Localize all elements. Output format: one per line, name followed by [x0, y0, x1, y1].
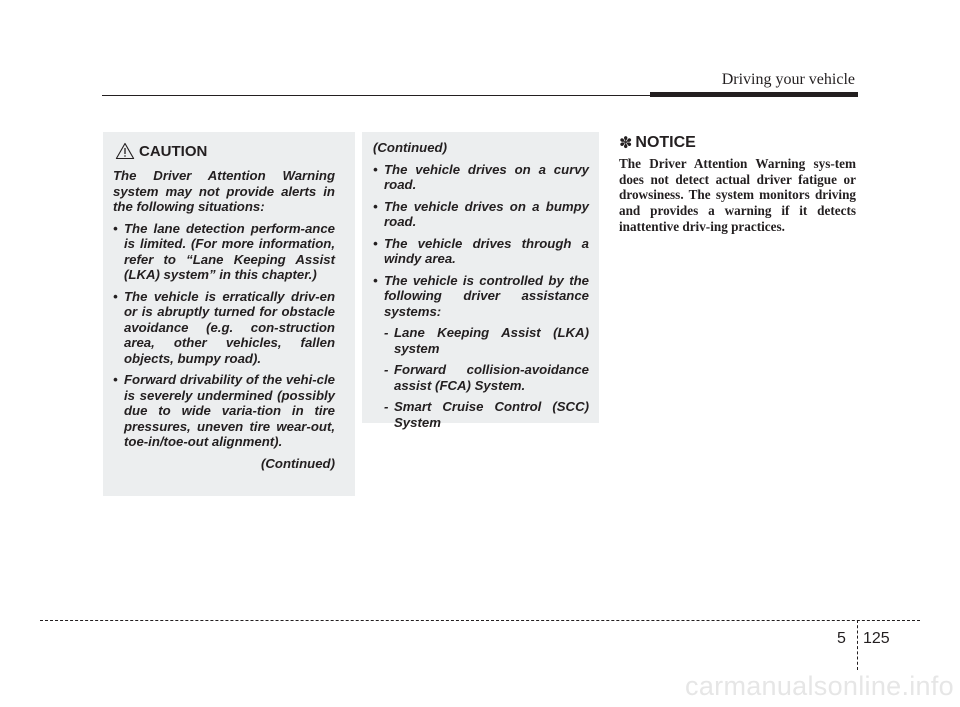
caution-intro: The Driver Attention Warning system may not provide alerts in the following situations:: [113, 168, 335, 214]
footer-divider: [857, 620, 858, 670]
notice-body: The Driver Attention Warning sys-tem does not detect actual driver fatigue or drowsiness. The system monitors driving and provides a warning if it detects inattentive driv-ing practices.: [619, 156, 856, 234]
list-item: [373, 325, 589, 356]
list-item-text: Forward drivability of the vehi-cle is severely undermined (possibly due to wide varia-tion in tire pressures, uneven tire wear-out, toe-in/toe-out alignment).: [124, 372, 335, 449]
notice-heading: [619, 133, 856, 152]
asterisk-icon: ✽: [619, 133, 633, 152]
continued-label: (Continued): [261, 455, 335, 471]
bullet-icon: •: [373, 198, 378, 214]
bullet-icon: •: [373, 161, 378, 177]
caution-heading: [115, 142, 335, 160]
notice-section: [619, 133, 856, 235]
chapter-number: 5: [837, 630, 846, 647]
list-item: [373, 273, 589, 320]
list-item: [373, 162, 589, 193]
list-item-text: Smart Cruise Control (SCC) System: [394, 399, 589, 430]
list-item-text: Forward collision-avoidance assist (FCA) System.: [394, 362, 589, 393]
list-item: [113, 372, 335, 450]
footer-rule: [40, 620, 920, 621]
list-item-text: The vehicle drives on a curvy road.: [384, 161, 589, 192]
assist-system-list: [373, 325, 589, 430]
list-item-text: The vehicle is erratically driv-en or is abruptly turned for obstacle avoidance (e.g. con-struction area, other vehicles, fallen objects, bumpy road).: [124, 288, 335, 366]
list-item: [113, 221, 335, 283]
caution-continued-bullet-list: [373, 162, 589, 320]
list-item-text: The vehicle drives on a bumpy road.: [384, 198, 589, 229]
list-item: [373, 236, 589, 267]
notice-title: NOTICE: [635, 133, 696, 151]
bullet-icon: •: [113, 372, 118, 387]
list-item: [373, 399, 589, 430]
list-item: [373, 362, 589, 393]
continued-label: (Continued): [373, 140, 447, 155]
caution-bullet-list: [113, 221, 335, 450]
bullet-icon: •: [113, 288, 118, 304]
caution-box: [103, 132, 355, 496]
warning-triangle-icon: [115, 142, 135, 160]
header-rule-accent: [650, 92, 858, 97]
dash-marker: -: [384, 325, 389, 340]
dash-marker: -: [384, 362, 389, 377]
page-number: 125: [863, 630, 890, 647]
caution-title: CAUTION: [139, 142, 208, 160]
bullet-icon: •: [373, 235, 378, 251]
bullet-icon: •: [373, 272, 378, 288]
dash-marker: -: [384, 399, 389, 414]
page-header-title: Driving your vehicle: [721, 71, 855, 88]
watermark: carmanualsonline.info: [685, 671, 954, 701]
bullet-icon: •: [113, 220, 118, 236]
list-item-text: The vehicle drives through a windy area.: [384, 235, 589, 266]
caution-continued-box: [362, 132, 599, 430]
list-item: [113, 289, 335, 367]
list-item-text: The lane detection perform-ance is limited. (For more information, refer to “Lane Keeping Assist (LKA) system” in this chapter.): [124, 220, 335, 282]
list-item-text: Lane Keeping Assist (LKA) system: [394, 325, 589, 356]
list-item: [373, 199, 589, 230]
list-item-text: The vehicle is controlled by the following driver assistance systems:: [384, 272, 589, 319]
